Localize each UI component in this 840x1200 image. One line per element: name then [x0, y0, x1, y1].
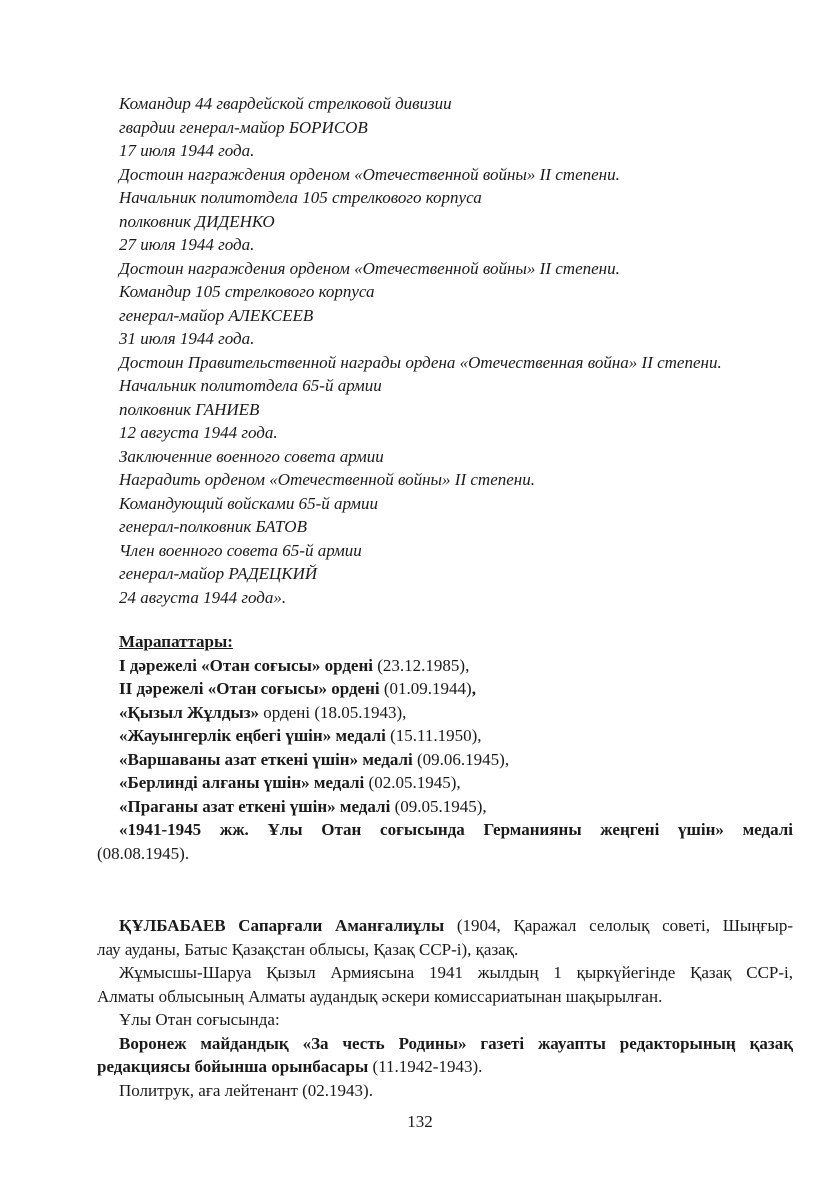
award-type: ордені [259, 702, 311, 722]
award-item [97, 818, 793, 842]
award-name: І дәрежелі «Отан соғысы» ордені [119, 655, 373, 675]
award-name: «Берлинді алғаны үшін» медалі [119, 773, 365, 792]
bio-paragraph: Ұлы Отан соғысында: [119, 1010, 280, 1029]
award-date: (09.06.1945), [412, 749, 510, 769]
text-line: гвардии генерал-майор БОРИСОВ [119, 117, 368, 137]
bio-paragraph: Воронеж майдандық «За честь Родины» газеті жауапты редакторының қазақ [119, 1033, 793, 1053]
award-date: (18.05.1943), [310, 702, 407, 722]
text-line: полковник ГАНИЕВ [119, 399, 260, 419]
award-item [97, 724, 793, 748]
award-date: (15.11.1950), [385, 726, 482, 745]
award-item [97, 771, 793, 795]
text-line: 31 июля 1944 года. [119, 329, 255, 348]
text-line: Начальник политотдела 105 стрелкового корпуса [119, 188, 482, 207]
page-number: 132 [407, 1112, 433, 1131]
bio-paragraph-continued: лау ауданы, Батыс Қазақстан облысы, Қазақ ССР-і), қазақ. [97, 939, 519, 959]
text-line: генерал-майор АЛЕКСЕЕВ [119, 305, 314, 325]
text-line: Член военного совета 65-й армии [119, 540, 362, 560]
awards-heading: Марапаттары: [119, 632, 233, 651]
text-line: 12 августа 1944 года. [119, 423, 278, 442]
award-item [97, 748, 793, 772]
text-line: 24 августа 1944 года». [119, 587, 287, 607]
award-date: (23.12.1985), [373, 655, 470, 675]
text-line: Начальник политотдела 65-й армии [119, 376, 382, 395]
text-line: Командир 105 стрелкового корпуса [119, 282, 375, 301]
text-line: Наградить орденом «Отечественной войны» II степени. [119, 470, 535, 489]
award-item [97, 654, 793, 678]
text-line: Достоин награждения орденом «Отечественной войны» II степени. [119, 164, 620, 184]
text-line: генерал-майор РАДЕЦКИЙ [119, 564, 318, 583]
text-line: полковник ДИДЕНКО [119, 211, 275, 231]
bio-paragraph: Жұмысшы-Шаруа Қызыл Армиясына 1941 жылдың 1 қыркүйегінде Қазақ ССР-і, [119, 963, 793, 982]
quoted-citation-block [119, 92, 799, 609]
text-line: 27 июля 1944 года. [119, 235, 255, 254]
text-line: Командир 44 гвардейской стрелковой дивизии [119, 94, 452, 113]
text-line: Заключенние военного совета армии [119, 446, 384, 466]
award-name: «Қызыл Жұлдыз» [119, 702, 260, 722]
award-item [97, 677, 793, 701]
bio-paragraph: Политрук, аға лейтенант (02.1943). [119, 1080, 373, 1100]
bio-paragraph-continued: Алматы облысының Алматы аудандық әскери комиссариатынан шақырылған. [97, 986, 663, 1006]
text-line: Командующий войсками 65-й армии [119, 493, 379, 513]
award-name: «1941-1945 жж. Ұлы Отан соғысында Германияны жеңгені үшін» медалі [119, 820, 793, 839]
person-name: ҚҰЛБАБАЕВ Сапарғали Аманғалиұлы [119, 916, 445, 935]
award-date: (08.08.1945). [97, 843, 190, 863]
award-item [97, 795, 793, 819]
bio-paragraph-continued: редакциясы бойынша орынбасары (11.1942-1943). [97, 1057, 483, 1076]
award-name: «Праганы азат еткені үшін» медалі [119, 796, 391, 816]
bio-paragraph: ҚҰЛБАБАЕВ Сапарғали Аманғалиұлы (1904, Қаражал селолық советі, Шыңғыр- [119, 916, 793, 935]
award-suffix: , [471, 679, 476, 698]
award-date: (01.09.1944) [379, 679, 472, 698]
award-date: (09.05.1945), [390, 796, 487, 816]
award-name: «Варшаваны азат еткені үшін» медалі [119, 749, 413, 769]
award-item [97, 701, 793, 725]
award-date: (02.05.1945), [364, 773, 461, 792]
award-name: «Жауынгерлік еңбегі үшін» медалі [119, 726, 386, 745]
text-line: 17 июля 1944 года. [119, 141, 255, 160]
award-name: ІІ дәрежелі «Отан соғысы» ордені [119, 679, 380, 698]
biography-section [97, 914, 793, 1102]
awards-section [97, 630, 793, 865]
text-line: Достоин Правительственной награды ордена «Отечественная война» II степени. [119, 352, 722, 372]
text-line: генерал-полковник БАТОВ [119, 517, 307, 536]
text-line: Достоин награждения орденом «Отечественной войны» II степени. [119, 258, 620, 278]
